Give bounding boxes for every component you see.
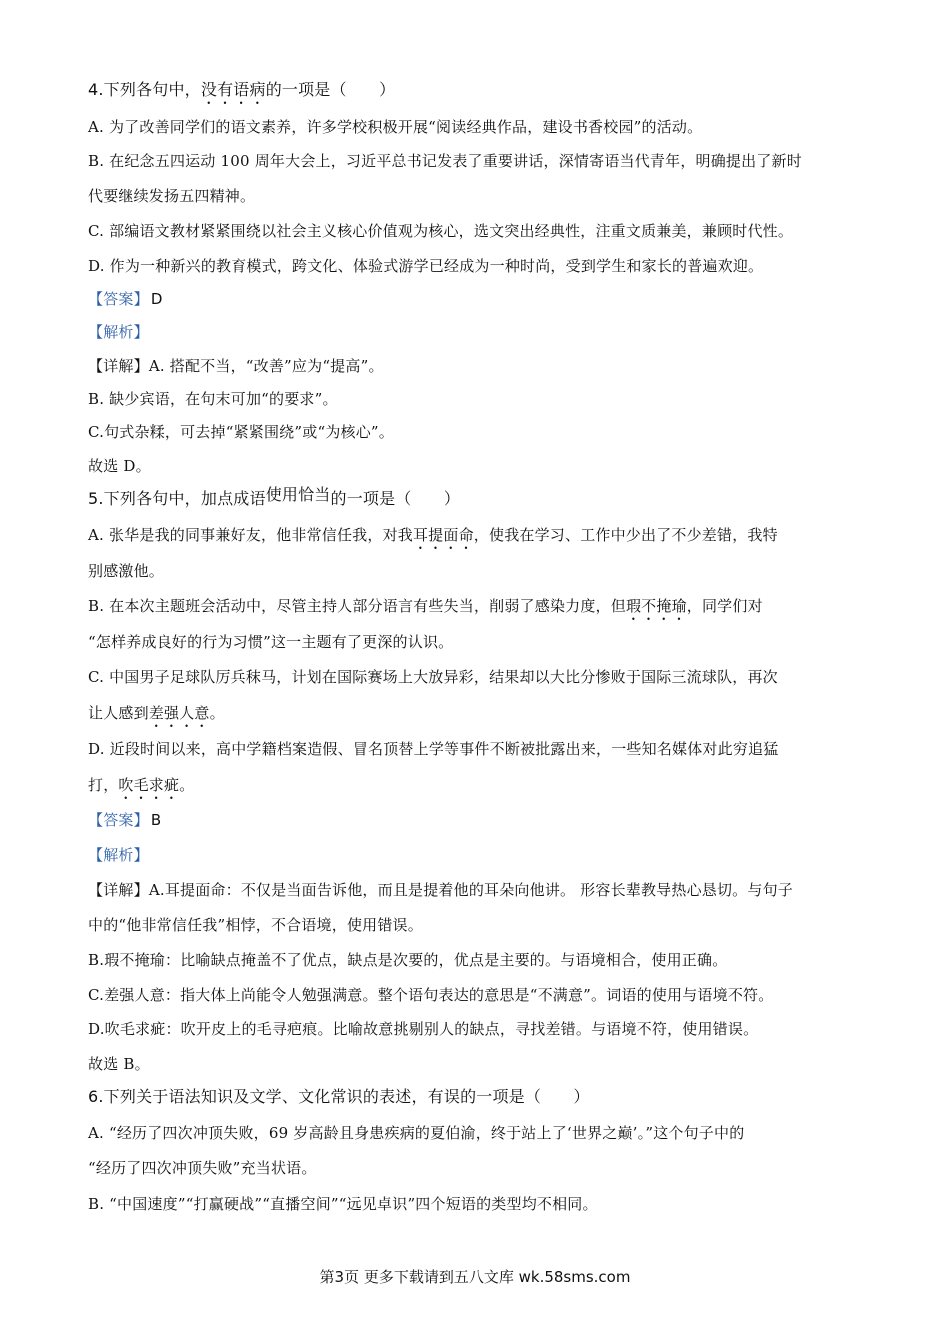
question-number: 4. <box>88 80 104 99</box>
question-5-conclusion: 故选 B。 <box>88 1055 150 1073</box>
question-5-detail-a-line2: 中的“他非常信任我”相悖，不合语境，使用错误。 <box>88 916 423 934</box>
page-number: 3 <box>334 1268 345 1286</box>
question-4-option-d: D. 作为一种新兴的教育模式，跨文化、体验式游学已经成为一种时尚，受到学生和家长的普遍欢迎。 <box>88 257 764 275</box>
answer-tag: 【答案】 <box>88 811 149 829</box>
emphasized-idiom: 差强人意 <box>148 704 210 722</box>
question-4-detail-c: C.句式杂糅，可去掉“紧紧围绕”或“为核心”。 <box>88 423 394 441</box>
question-6-option-a-line1: A. “经历了四次冲顶失败，69 岁高龄且身患疾病的夏伯渝，终于站上了‘世界之巅’。”这个句子中的 <box>88 1124 745 1142</box>
question-4-answer <box>88 289 870 309</box>
question-5-option-b-line2: “怎样养成良好的行为习惯”这一主题有了更深的认识。 <box>88 633 454 651</box>
raised-text: 使用恰当 <box>265 485 331 504</box>
answer-value: D <box>150 290 163 308</box>
question-5-option-a-line1 <box>88 525 870 553</box>
stem-text: 的一项是（ ） <box>330 489 461 508</box>
footer-text: 第 <box>319 1268 335 1286</box>
stem-text: 的一项是（ ） <box>265 80 396 99</box>
page-footer <box>0 1266 950 1287</box>
question-5-option-a-line2: 别感激他。 <box>88 562 165 580</box>
question-6-option-a-line2: “经历了四次冲顶失败”充当状语。 <box>88 1159 317 1177</box>
option-text: 。 <box>209 704 225 722</box>
question-number: 5. <box>88 489 104 508</box>
question-6-stem <box>88 1087 870 1107</box>
detail-text: A.耳提面命：不仅是当面告诉他，而且是提着他的耳朵向他讲。 形容长辈教导热心恳切。与句子 <box>148 881 793 899</box>
emphasized-idiom: 瑕不掩瑜 <box>625 597 687 615</box>
question-4-conclusion: 故选 D。 <box>88 457 151 475</box>
emphasized-idiom: 耳提面命 <box>412 526 474 544</box>
question-4-analysis-tag <box>88 322 870 342</box>
question-5-option-c-line2 <box>88 703 870 731</box>
question-4-option-c: C. 部编语文教材紧紧围绕以社会主义核心价值观为核心，选文突出经典性，注重文质兼美，兼顾时代性。 <box>88 222 794 240</box>
stem-text: 下列关于语法知识及文学、文化常识的表述，有误的一项是（ ） <box>103 1087 590 1106</box>
question-4-stem <box>88 80 870 108</box>
question-5-answer <box>88 810 870 830</box>
answer-tag: 【答案】 <box>88 290 149 308</box>
detail-text: A. 搭配不当，“改善”应为“提高”。 <box>148 357 384 375</box>
question-5-stem <box>88 485 870 509</box>
footer-text: 页 更多下载请到五八文库 wk.58sms.com <box>344 1268 631 1286</box>
option-text: B. 在本次主题班会活动中，尽管主持人部分语言有些失当，削弱了感染力度，但 <box>88 597 626 615</box>
question-4-detail-b: B. 缺少宾语，在句末可加“的要求”。 <box>88 390 338 408</box>
question-4-option-b-line1: B. 在纪念五四运动 100 周年大会上，习近平总书记发表了重要讲话，深情寄语当代青年，明确提出了新时 <box>88 152 802 170</box>
question-5-detail-d: D.吹毛求疵：吹开皮上的毛寻疤痕。比喻故意挑剔别人的缺点，寻找差错。与语境不符，使用错误。 <box>88 1020 759 1038</box>
option-text: 。 <box>179 776 195 794</box>
emphasized-idiom: 吹毛求疵 <box>118 776 180 794</box>
stem-text: 下列各句中， <box>103 80 201 99</box>
analysis-tag: 【解析】 <box>88 846 149 864</box>
analysis-tag: 【解析】 <box>88 323 149 341</box>
option-text: A. 张华是我的同事兼好友，他非常信任我，对我 <box>88 526 413 544</box>
detail-tag: 【详解】 <box>88 881 149 899</box>
question-5-option-d-line2 <box>88 775 870 803</box>
question-5-detail-b: B.瑕不掩瑜：比喻缺点掩盖不了优点，缺点是次要的，优点是主要的。与语境相合，使用正确。 <box>88 951 728 969</box>
detail-tag: 【详解】 <box>88 357 149 375</box>
emphasized-text: 没有语病 <box>200 80 266 99</box>
question-6-option-b: B. “中国速度”“打赢硬战”“直播空间”“远见卓识”四个短语的类型均不相同。 <box>88 1195 598 1213</box>
question-5-option-c-line1: C. 中国男子足球队厉兵秣马，计划在国际赛场上大放异彩，结果却以大比分惨败于国际三流球队，再次 <box>88 668 778 686</box>
option-text: 让人感到 <box>88 704 149 722</box>
question-4-detail-a <box>88 356 870 376</box>
question-5-analysis-tag <box>88 845 870 865</box>
question-number: 6. <box>88 1087 104 1106</box>
answer-value: B <box>150 811 162 829</box>
question-4-option-b-line2: 代要继续发扬五四精神。 <box>88 187 256 205</box>
option-text: ，使我在学习、工作中少出了不少差错，我特 <box>473 526 778 544</box>
question-5-option-d-line1: D. 近段时间以来，高中学籍档案造假、冒名顶替上学等事件不断被批露出来，一些知名媒体对此穷追猛 <box>88 740 779 758</box>
stem-text: 下列各句中，加点成语 <box>103 489 266 508</box>
question-5-option-b-line1 <box>88 596 870 624</box>
option-text: 打， <box>88 776 119 794</box>
question-5-detail-c: C.差强人意：指大体上尚能令人勉强满意。整个语句表达的意思是“不满意”。词语的使用与语境不符。 <box>88 986 774 1004</box>
option-text: ，同学们对 <box>686 597 763 615</box>
question-5-detail-a-line1 <box>88 880 870 900</box>
question-4-option-a: A. 为了改善同学们的语文素养，许多学校积极开展“阅读经典作品，建设书香校园”的活动。 <box>88 118 703 136</box>
